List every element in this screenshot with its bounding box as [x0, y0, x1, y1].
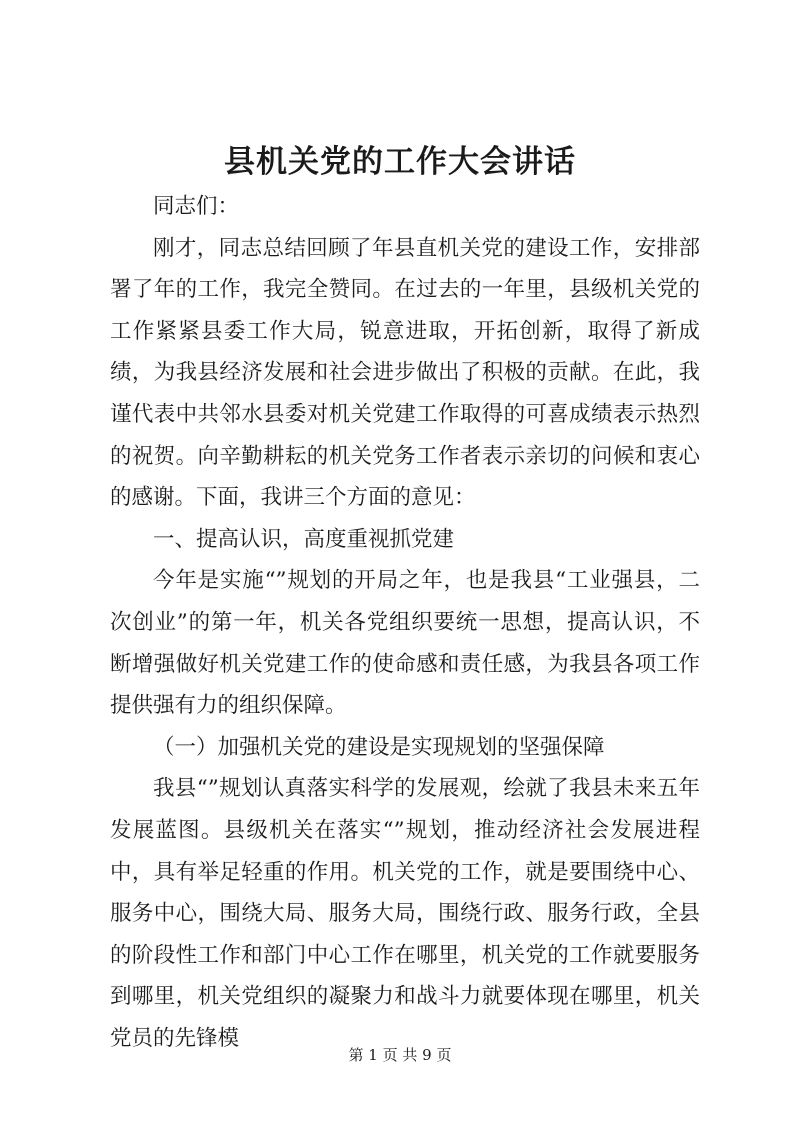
salutation: 同志们：: [153, 194, 240, 219]
paragraph-section-1: 今年是实施“”规划的开局之年，也是我县“工业强县，二次创业”的第一年，机关各党组织要统一思想，提高认识，不断增强做好机关党建工作的使命感和责任感，为我县各项工作提供强有力的组织保障。: [110, 568, 700, 719]
paragraph-opening: 刚才，同志总结回顾了年县直机关党的建设工作，安排部署了年的工作，我完全赞同。在过去的一年里，县级机关党的工作紧紧县委工作大局，锐意进取，开拓创新，取得了新成绩，为我县经济发展和社会进步做出了积极的贡献。在此，我谨代表中共邻水县委对机关党建工作取得的可喜成绩表示热烈的祝贺。向辛勤耕耘的机关党务工作者表示亲切的问候和衷心的感谢。下面，我讲三个方面的意见：: [110, 235, 700, 511]
paragraph-subsection-1: 我县“”规划认真落实科学的发展观，绘就了我县未来五年发展蓝图。县级机关在落实“”规划，推动经济社会发展进程中，具有举足轻重的作用。机关党的工作，就是要围绕中心、服务中心，围绕大局、服务大局，围绕行政、服务行政，全县的阶段性工作和部门中心工作在哪里，机关党的工作就要服务到哪里，机关党组织的凝聚力和战斗力就要体现在哪里，机关党员的先锋模: [110, 776, 700, 1051]
subsection-heading-1: （一）加强机关党的建设是实现规划的坚强保障: [153, 734, 605, 760]
section-heading-1: 一、提高认识，高度重视抓党建: [153, 526, 455, 552]
page-footer: 第 1 页 共 9 页: [348, 1046, 452, 1064]
document-title: 县机关党的工作大会讲话: [224, 144, 576, 180]
document-body: [110, 186, 700, 1059]
